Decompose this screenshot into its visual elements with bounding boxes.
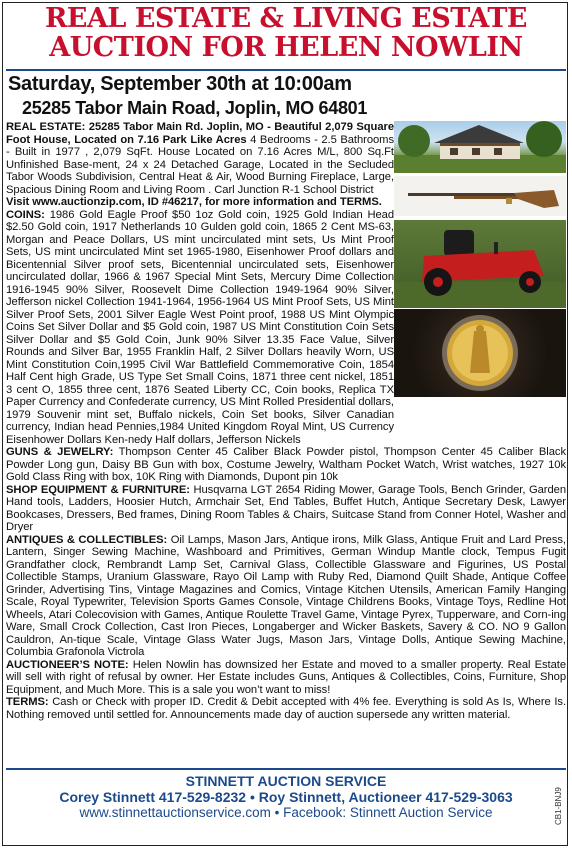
coins-heading: COINS:: [6, 208, 45, 221]
auction-listing: [6, 121, 566, 721]
headline-line-1: REAL ESTATE & LIVING ESTATE: [44, 3, 528, 34]
shop-text: Husqvarna LGT 2654 Riding Mower, Garage Tools, Bench Grinder, Garden Hand tools, Ladders, Hoosier Hutch, Armchair Set, End Tables, Buffet Hutch, Antique Secretary Desk, Lawyer Bookcases, Dressers, Bed frames, Dining Room Tables & Chairs, Suitcase Stand from Conner Hotel, Washer and Dryer: [6, 483, 566, 533]
antiques-text: Oil Lamps, Mason Jars, Antique irons, Milk Glass, Antique Fruit and Lard Press, Lantern, Singer Sewing Machine, Washboard and Primitives, German Windup Mantle clock, Tempus Fugit Grandfather clock, Rembrandt Lamp Set, Carnival Glass, Collectible Glassware and Figurines, US Postal Collectible Stamps, Uranium Glassware, Rayo Oil Lamp with Ruby Red, Diamond Quilt Shade, Antique Coffee Grinder, Advertising Tins, Vintage Magazines and Comics, Vintage Kitchen Utensils, American Family Hanging Scale, Royal Typewriter, Television Sports Games Console, Vintage Childrens Books, Vintage Toys, Redline Hot Wheels, Atari Colecovision with Games, Antique Roulette Travel Game, Vintage Pyrex, Tupperware, and Corn-ing Ware, Small Crock Collection, Cast Iron Pieces, Longaberger and Wicker Baskets, Savery & CO. NO 9 Gallon Cauldron, An-tique Scale, Vintage Glass Water Jugs, Mason Jars, Vintage Dolls, Antique Sewing Machine, Columbia Grafonola Victrola: [6, 533, 566, 658]
contact-phones: Corey Stinnett 417-529-8232 • Roy Stinnett, Auctioneer 417-529-3063: [59, 789, 513, 805]
headline-line-2: AUCTION FOR HELEN NOWLIN: [49, 32, 523, 63]
web-and-facebook[interactable]: www.stinnettauctionservice.com • Facebook: Stinnett Auction Service: [79, 805, 493, 820]
shop-block: [6, 484, 566, 534]
shop-heading: SHOP EQUIPMENT & FURNITURE:: [6, 483, 190, 496]
terms-heading: TERMS:: [6, 696, 49, 708]
footer-divider: [6, 768, 566, 770]
headline-divider: [6, 69, 566, 71]
real-estate-text: 4 Bedrooms - 2.5 Bathrooms - Built in 1977 , 2,079 SqFt. House Located on 7.16 Acres M/L, 800 Sq.Ft Unfinished Base-ment, 24 x 24 Detached Garage, Located in the Secluded Tabor Woods Subdivision, Central Heat & Air, Wood Burning Fireplace, Large, Spacious Dining Room and Living Room . Carl Junction R-1 School District: [6, 133, 394, 196]
note-heading: AUCTIONEER’S NOTE:: [6, 658, 129, 671]
real-estate-block: [6, 121, 394, 196]
guns-heading: GUNS & JEWELRY:: [6, 446, 114, 458]
company-name: STINNETT AUCTION SERVICE: [185, 773, 387, 789]
coins-block: [6, 209, 394, 447]
terms-text: Cash or Check with proper ID. Credit & Debit accepted with 4% fee. Everything is sold As Is, Where Is. Nothing removed until settled for. Announcements made day of auction supersede any written material.: [6, 696, 566, 721]
headline: [0, 4, 572, 62]
antiques-block: [6, 534, 566, 659]
visit-link[interactable]: Visit www.auctionzip.com, ID #46217, for more information and TERMS.: [6, 196, 382, 208]
coins-text: 1986 Gold Eagle Proof $50 1oz Gold coin, 1925 Gold Indian Head $2.50 Gold coin, 1917 Netherlands 10 Gulden gold coin, 1865 2 Cent MS-63, Morgan and Peace Dollars, US mint uncirculated mint sets, Us Mint Proof Sets, US mint uncirculated Mint set 1965-1980, Eisenhower Proof dollars and Bicentennial Silver proof sets, Bicentennial uncirculated sets, Eisenhower uncirculated dollar, 1966 & 1967 Special Mint Sets, Mercury Dime Collection 1916-1945 90% Silver, Roosevelt Dime Collection 1949-1964 90% Silver, Jefferson nickel Collection 1941-1964, 1956-1964 US Mint Proof Sets, US Mint Silver Proof Sets, 2001 Silver Eagle West Point proof, 1988 US Mint Olympic Coins Set Silver Dollar and $5 Gold coin, 1987 US Mint Constitution Coin Sets Silver Dollar and $5 Gold Coin, Junk 90% Silver 13.35 Face Value, Silver Rounds and Silver Bar, 1955 Franklin Half, 2 Silver Dollars heavily Worn, US Mint Constitution Coin,1995 Civil War Battlefield Commemorative Coin, 1854 Half Cent high Grade, US Type Set Small Coins, 1871 three cent nickel, 1851 3 cent O, 1855 three cent, 1876 Seated Liberty CC, Coin books, Replica TX Paper Currency and Confederate currency, US Mint Rolled Presidential dollars, 1979 Souvenir mint set, Buffalo nickels, Coin Set books, Silver Canadian currency, Indian head Pennies,1984 United Kingdom Royal Mint, US Currency Eisenhower Dollars Ken-nedy Half dollars, Jefferson Nickels: [6, 208, 394, 446]
guns-block: [6, 446, 566, 484]
auction-date: Saturday, September 30th at 10:00am: [8, 73, 352, 95]
note-block: [6, 659, 566, 697]
real-estate-heading: REAL ESTATE: 25285 Tabor Main Rd. Joplin, MO - Beautiful 2,079 Square Foot House, Located on 7.16 Park Like Acres: [6, 121, 394, 146]
antiques-heading: ANTIQUES & COLLECTIBLES:: [6, 533, 168, 546]
note-text: Helen Nowlin has downsized her Estate and moved to a smaller property. Real Estate will sell with right of refusal by owner. Her Estate includes Guns, Antiques & Collectibles, Coins, Furniture, Shop Equipment, and Much More. This is a sale you won’t want to miss!: [6, 658, 566, 696]
auction-address: 25285 Tabor Main Road, Joplin, MO 64801: [22, 98, 368, 118]
terms-block: [6, 696, 566, 721]
guns-text: Thompson Center 45 Caliber Black Powder pistol, Thompson Center 45 Caliber Black Powder Long gun, Daisy BB Gun with box, Costume Jewelry, Waltham Pocket Watch, Wrist watches, 1927 10k Gold Class Ring with box, 10K Ring with Diamonds, Dupont pin 10k: [6, 446, 567, 483]
ad-code: CB1-BNJ9: [554, 787, 563, 825]
